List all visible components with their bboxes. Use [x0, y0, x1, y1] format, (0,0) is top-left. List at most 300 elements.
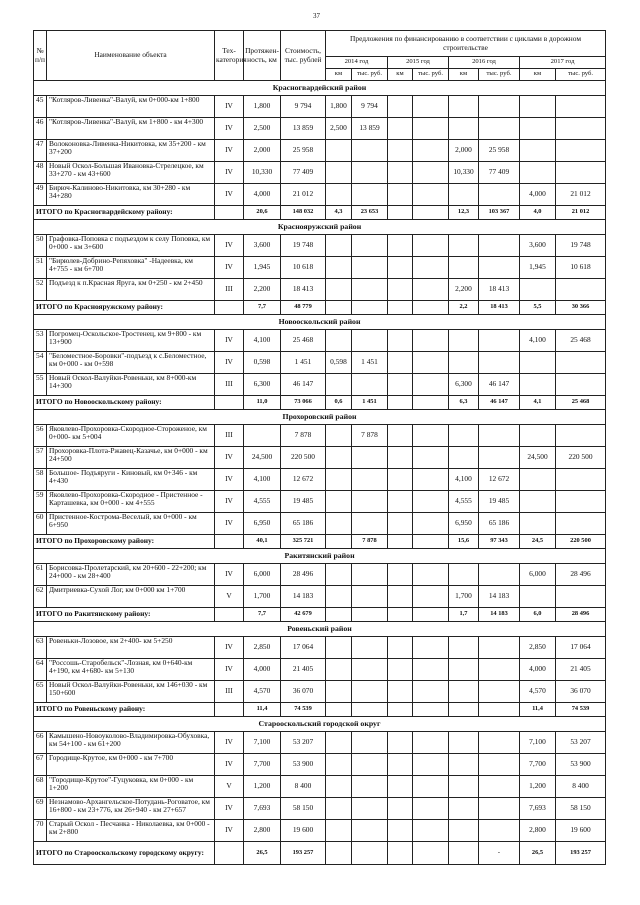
km-2017-cell	[520, 352, 556, 374]
table-row	[34, 681, 606, 703]
table-row	[34, 564, 606, 586]
cost-cell: 18 413	[281, 279, 326, 301]
unit-km-2015: км	[388, 69, 413, 81]
row-number-cell: 58	[34, 469, 47, 491]
section-title: Старооскольский городской округ	[34, 717, 606, 732]
rub-2017-cell	[556, 279, 606, 301]
rub-2016-cell	[479, 776, 520, 798]
rub-2016-cell	[479, 118, 520, 140]
total-rub-2015-cell	[413, 608, 449, 622]
total-length-cell: 7,7	[244, 608, 281, 622]
km-2016-cell	[449, 425, 479, 447]
length-cell: 1,945	[244, 257, 281, 279]
table-row	[34, 513, 606, 535]
cost-cell: 7 878	[281, 425, 326, 447]
total-category-cell	[215, 301, 244, 315]
total-km-2014-cell	[326, 301, 352, 315]
rub-2015-cell	[413, 564, 449, 586]
col-header-cost: Стоимость, тыс. рублей	[281, 31, 326, 81]
table-row	[34, 586, 606, 608]
total-length-cell: 20,6	[244, 206, 281, 220]
km-2015-cell	[388, 798, 413, 820]
unit-km-2017: км	[520, 69, 556, 81]
object-name-cell: Яковлево-Прохоровка-Скородное-Стороженое, км 0+000- км 5+004	[47, 425, 215, 447]
rub-2014-cell	[352, 776, 388, 798]
cost-cell: 65 186	[281, 513, 326, 535]
total-cost-cell: 148 032	[281, 206, 326, 220]
length-cell: 7,700	[244, 754, 281, 776]
km-2015-cell	[388, 732, 413, 754]
rub-2015-cell	[413, 118, 449, 140]
km-2014-cell	[326, 637, 352, 659]
rub-2015-cell	[413, 491, 449, 513]
rub-2015-cell	[413, 184, 449, 206]
category-cell: IV	[215, 820, 244, 842]
rub-2016-cell: 18 413	[479, 279, 520, 301]
total-row	[34, 842, 606, 865]
total-rub-2017-cell: 21 012	[556, 206, 606, 220]
total-label: ИТОГО по Красногвардейскому району:	[34, 206, 215, 220]
row-number-cell: 47	[34, 140, 47, 162]
km-2014-cell	[326, 447, 352, 469]
km-2016-cell: 1,700	[449, 586, 479, 608]
km-2016-cell	[449, 659, 479, 681]
km-2014-cell	[326, 820, 352, 842]
object-name-cell: Большое- Подъяруги - Киновый, км 0+346 - км 4+430	[47, 469, 215, 491]
row-number-cell: 63	[34, 637, 47, 659]
rub-2017-cell: 220 500	[556, 447, 606, 469]
category-cell: V	[215, 586, 244, 608]
row-number-cell: 53	[34, 330, 47, 352]
rub-2017-cell: 53 207	[556, 732, 606, 754]
object-name-cell: Прохоровка-Плота-Ржавец-Казачье, км 0+000 - км 24+500	[47, 447, 215, 469]
km-2016-cell	[449, 798, 479, 820]
total-row	[34, 703, 606, 717]
rub-2016-cell	[479, 754, 520, 776]
row-number-cell: 56	[34, 425, 47, 447]
category-cell: III	[215, 279, 244, 301]
rub-2015-cell	[413, 96, 449, 118]
km-2014-cell	[326, 681, 352, 703]
km-2015-cell	[388, 447, 413, 469]
km-2015-cell	[388, 257, 413, 279]
table-row	[34, 118, 606, 140]
rub-2015-cell	[413, 754, 449, 776]
total-rub-2017-cell: 25 468	[556, 396, 606, 410]
rub-2015-cell	[413, 447, 449, 469]
rub-2017-cell: 36 070	[556, 681, 606, 703]
total-rub-2016-cell: 14 183	[479, 608, 520, 622]
total-rub-2017-cell: 28 496	[556, 608, 606, 622]
total-km-2016-cell: 1,7	[449, 608, 479, 622]
rub-2017-cell: 19 600	[556, 820, 606, 842]
total-km-2015-cell	[388, 206, 413, 220]
rub-2016-cell	[479, 425, 520, 447]
total-km-2014-cell: 4,3	[326, 206, 352, 220]
length-cell: 7,100	[244, 732, 281, 754]
km-2015-cell	[388, 279, 413, 301]
rub-2015-cell	[413, 798, 449, 820]
cost-cell: 58 150	[281, 798, 326, 820]
rub-2017-cell: 53 900	[556, 754, 606, 776]
category-cell: III	[215, 425, 244, 447]
km-2015-cell	[388, 513, 413, 535]
rub-2014-cell	[352, 162, 388, 184]
cost-cell: 9 794	[281, 96, 326, 118]
km-2014-cell	[326, 469, 352, 491]
rub-2017-cell: 21 012	[556, 184, 606, 206]
km-2016-cell	[449, 564, 479, 586]
table-row	[34, 469, 606, 491]
year-header-2017: 2017 год	[520, 57, 606, 69]
category-cell: IV	[215, 513, 244, 535]
km-2014-cell	[326, 513, 352, 535]
rub-2015-cell	[413, 776, 449, 798]
rub-2017-cell	[556, 513, 606, 535]
total-cost-cell: 73 066	[281, 396, 326, 410]
unit-rub-2015: тыс. руб.	[413, 69, 449, 81]
total-km-2014-cell	[326, 535, 352, 549]
rub-2014-cell: 1 451	[352, 352, 388, 374]
total-km-2016-cell	[449, 842, 479, 865]
object-name-cell: Бирюч-Калиново-Никитовка, км 30+280 - км 34+280	[47, 184, 215, 206]
cost-cell: 10 618	[281, 257, 326, 279]
category-cell: IV	[215, 257, 244, 279]
km-2017-cell	[520, 96, 556, 118]
km-2014-cell: 0,598	[326, 352, 352, 374]
km-2014-cell	[326, 184, 352, 206]
rub-2015-cell	[413, 235, 449, 257]
rub-2016-cell	[479, 352, 520, 374]
km-2016-cell	[449, 184, 479, 206]
rub-2017-cell	[556, 118, 606, 140]
cost-cell: 14 183	[281, 586, 326, 608]
length-cell: 6,000	[244, 564, 281, 586]
total-length-cell: 40,1	[244, 535, 281, 549]
length-cell: 4,000	[244, 184, 281, 206]
rub-2015-cell	[413, 469, 449, 491]
length-cell: 4,100	[244, 330, 281, 352]
rub-2015-cell	[413, 659, 449, 681]
rub-2017-cell: 58 150	[556, 798, 606, 820]
table-row	[34, 279, 606, 301]
category-cell: IV	[215, 469, 244, 491]
year-header-2016: 2016 год	[449, 57, 520, 69]
section-header-row	[34, 717, 606, 732]
km-2014-cell: 2,500	[326, 118, 352, 140]
table-row	[34, 257, 606, 279]
length-cell: 1,200	[244, 776, 281, 798]
km-2017-cell	[520, 140, 556, 162]
km-2017-cell: 7,700	[520, 754, 556, 776]
length-cell: 1,800	[244, 96, 281, 118]
rub-2017-cell: 19 748	[556, 235, 606, 257]
cost-cell: 46 147	[281, 374, 326, 396]
rub-2014-cell	[352, 447, 388, 469]
km-2017-cell	[520, 491, 556, 513]
km-2017-cell	[520, 425, 556, 447]
km-2014-cell	[326, 330, 352, 352]
km-2015-cell	[388, 681, 413, 703]
km-2017-cell: 6,000	[520, 564, 556, 586]
total-category-cell	[215, 535, 244, 549]
category-cell: IV	[215, 118, 244, 140]
total-rub-2015-cell	[413, 703, 449, 717]
rub-2017-cell: 10 618	[556, 257, 606, 279]
cost-cell: 8 400	[281, 776, 326, 798]
col-header-name: Наименование объекта	[47, 31, 215, 81]
km-2015-cell	[388, 586, 413, 608]
km-2014-cell	[326, 162, 352, 184]
length-cell: 6,950	[244, 513, 281, 535]
rub-2017-cell	[556, 96, 606, 118]
total-km-2017-cell: 24,5	[520, 535, 556, 549]
length-cell: 2,500	[244, 118, 281, 140]
row-number-cell: 69	[34, 798, 47, 820]
total-label: ИТОГО по Ровеньскому району:	[34, 703, 215, 717]
cost-cell: 36 070	[281, 681, 326, 703]
km-2017-cell	[520, 469, 556, 491]
section-header-row	[34, 622, 606, 637]
km-2016-cell	[449, 754, 479, 776]
total-rub-2014-cell	[352, 703, 388, 717]
total-rub-2016-cell	[479, 703, 520, 717]
km-2015-cell	[388, 637, 413, 659]
total-km-2017-cell: 4,1	[520, 396, 556, 410]
rub-2017-cell: 21 405	[556, 659, 606, 681]
category-cell: III	[215, 681, 244, 703]
total-category-cell	[215, 206, 244, 220]
rub-2014-cell	[352, 586, 388, 608]
total-km-2017-cell: 6,0	[520, 608, 556, 622]
section-title: Ровеньский район	[34, 622, 606, 637]
km-2017-cell: 1,200	[520, 776, 556, 798]
total-km-2014-cell	[326, 842, 352, 865]
km-2016-cell: 4,100	[449, 469, 479, 491]
table-row	[34, 820, 606, 842]
rub-2016-cell	[479, 798, 520, 820]
rub-2014-cell	[352, 732, 388, 754]
rub-2014-cell	[352, 374, 388, 396]
total-km-2015-cell	[388, 608, 413, 622]
km-2017-cell: 7,100	[520, 732, 556, 754]
total-cost-cell: 42 679	[281, 608, 326, 622]
rub-2017-cell	[556, 425, 606, 447]
table-row	[34, 184, 606, 206]
length-cell: 4,000	[244, 659, 281, 681]
rub-2014-cell	[352, 681, 388, 703]
object-name-cell: "Котляров-Ливенка"-Валуй, км 1+800 - км 4+300	[47, 118, 215, 140]
row-number-cell: 62	[34, 586, 47, 608]
section-title: Прохоровский район	[34, 410, 606, 425]
total-row	[34, 301, 606, 315]
total-row	[34, 206, 606, 220]
km-2017-cell: 24,500	[520, 447, 556, 469]
category-cell: IV	[215, 162, 244, 184]
km-2017-cell: 4,000	[520, 184, 556, 206]
km-2017-cell: 7,693	[520, 798, 556, 820]
unit-rub-2016: тыс. руб.	[479, 69, 520, 81]
table-row	[34, 491, 606, 513]
total-length-cell: 11,0	[244, 396, 281, 410]
table-row	[34, 798, 606, 820]
row-number-cell: 48	[34, 162, 47, 184]
table-row	[34, 374, 606, 396]
rub-2017-cell	[556, 491, 606, 513]
rub-2016-cell: 14 183	[479, 586, 520, 608]
col-header-length: Протяжен-ность, км	[244, 31, 281, 81]
row-number-cell: 65	[34, 681, 47, 703]
rub-2015-cell	[413, 513, 449, 535]
table-row	[34, 96, 606, 118]
km-2015-cell	[388, 140, 413, 162]
km-2017-cell: 1,945	[520, 257, 556, 279]
section-header-row	[34, 410, 606, 425]
total-rub-2017-cell: 193 257	[556, 842, 606, 865]
km-2017-cell	[520, 279, 556, 301]
km-2017-cell: 2,850	[520, 637, 556, 659]
total-row	[34, 396, 606, 410]
table-row	[34, 352, 606, 374]
table-row	[34, 447, 606, 469]
km-2016-cell: 2,200	[449, 279, 479, 301]
km-2016-cell: 4,555	[449, 491, 479, 513]
object-name-cell: "Беломестное-Боровки"-подъезд к с.Беломестное, км 0+000 - км 0+598	[47, 352, 215, 374]
rub-2014-cell	[352, 469, 388, 491]
length-cell: 4,555	[244, 491, 281, 513]
km-2015-cell	[388, 235, 413, 257]
length-cell: 2,200	[244, 279, 281, 301]
object-name-cell: Старый Оскол - Песчанка - Николаевка, км 0+000 - км 2+800	[47, 820, 215, 842]
row-number-cell: 45	[34, 96, 47, 118]
total-label: ИТОГО по Новооскольскому району:	[34, 396, 215, 410]
row-number-cell: 68	[34, 776, 47, 798]
total-rub-2015-cell	[413, 396, 449, 410]
cost-cell: 77 409	[281, 162, 326, 184]
category-cell: IV	[215, 798, 244, 820]
col-header-plan: Предложения по финансированию в соответствии с циклами в дорожном строительстве	[326, 31, 606, 57]
rub-2014-cell: 9 794	[352, 96, 388, 118]
rub-2017-cell	[556, 469, 606, 491]
rub-2015-cell	[413, 425, 449, 447]
total-km-2016-cell: 2,2	[449, 301, 479, 315]
total-km-2016-cell: 12,3	[449, 206, 479, 220]
total-rub-2015-cell	[413, 535, 449, 549]
km-2014-cell	[326, 754, 352, 776]
total-km-2015-cell	[388, 301, 413, 315]
unit-rub-2017: тыс. руб.	[556, 69, 606, 81]
km-2016-cell: 2,000	[449, 140, 479, 162]
rub-2014-cell: 7 878	[352, 425, 388, 447]
rub-2014-cell	[352, 754, 388, 776]
funding-table	[33, 30, 606, 865]
km-2014-cell	[326, 798, 352, 820]
km-2016-cell	[449, 637, 479, 659]
category-cell: IV	[215, 96, 244, 118]
rub-2015-cell	[413, 637, 449, 659]
rub-2015-cell	[413, 586, 449, 608]
total-km-2014-cell: 0,6	[326, 396, 352, 410]
total-row	[34, 608, 606, 622]
total-cost-cell: 74 539	[281, 703, 326, 717]
object-name-cell: "Россошь-Старобельск"-Лозная, км 0+640-км 4+190, км 4+680- км 5+130	[47, 659, 215, 681]
km-2017-cell	[520, 162, 556, 184]
rub-2014-cell	[352, 637, 388, 659]
length-cell: 1,700	[244, 586, 281, 608]
rub-2015-cell	[413, 162, 449, 184]
rub-2014-cell	[352, 235, 388, 257]
cost-cell: 28 496	[281, 564, 326, 586]
section-header-row	[34, 549, 606, 564]
rub-2015-cell	[413, 140, 449, 162]
km-2017-cell: 4,100	[520, 330, 556, 352]
km-2014-cell	[326, 257, 352, 279]
km-2015-cell	[388, 564, 413, 586]
km-2014-cell	[326, 564, 352, 586]
length-cell: 4,570	[244, 681, 281, 703]
km-2017-cell	[520, 586, 556, 608]
total-km-2015-cell	[388, 535, 413, 549]
km-2015-cell	[388, 425, 413, 447]
total-rub-2015-cell	[413, 842, 449, 865]
total-km-2015-cell	[388, 703, 413, 717]
total-label: ИТОГО по Краснояружскому району:	[34, 301, 215, 315]
rub-2016-cell: 19 485	[479, 491, 520, 513]
rub-2014-cell	[352, 257, 388, 279]
rub-2015-cell	[413, 732, 449, 754]
total-category-cell	[215, 703, 244, 717]
km-2015-cell	[388, 330, 413, 352]
object-name-cell: Новый Оскол-Большая Ивановка-Стрелецкое, км 33+270 - км 43+600	[47, 162, 215, 184]
km-2015-cell	[388, 184, 413, 206]
cost-cell: 220 500	[281, 447, 326, 469]
km-2016-cell	[449, 732, 479, 754]
rub-2016-cell	[479, 235, 520, 257]
row-number-cell: 54	[34, 352, 47, 374]
total-km-2017-cell: 4,0	[520, 206, 556, 220]
km-2014-cell	[326, 235, 352, 257]
row-number-cell: 70	[34, 820, 47, 842]
object-name-cell: Волоконовка-Ливенка-Никитовка, км 35+200 - км 37+200	[47, 140, 215, 162]
rub-2016-cell: 12 672	[479, 469, 520, 491]
total-category-cell	[215, 608, 244, 622]
total-rub-2017-cell: 74 539	[556, 703, 606, 717]
year-header-2015: 2015 год	[388, 57, 449, 69]
total-label: ИТОГО по Прохоровскому району:	[34, 535, 215, 549]
table-body	[34, 81, 606, 865]
row-number-cell: 61	[34, 564, 47, 586]
category-cell: IV	[215, 659, 244, 681]
km-2014-cell	[326, 491, 352, 513]
rub-2015-cell	[413, 374, 449, 396]
total-rub-2014-cell: 23 653	[352, 206, 388, 220]
object-name-cell: Дмитриевка-Сухой Лог, км 0+000 км 1+700	[47, 586, 215, 608]
row-number-cell: 50	[34, 235, 47, 257]
rub-2014-cell	[352, 820, 388, 842]
km-2014-cell	[326, 140, 352, 162]
total-rub-2016-cell: 97 343	[479, 535, 520, 549]
rub-2016-cell: 25 958	[479, 140, 520, 162]
col-header-no: № п/п	[34, 31, 47, 81]
row-number-cell: 59	[34, 491, 47, 513]
total-rub-2016-cell: 46 147	[479, 396, 520, 410]
cost-cell: 19 600	[281, 820, 326, 842]
rub-2016-cell	[479, 659, 520, 681]
km-2015-cell	[388, 491, 413, 513]
unit-rub-2014: тыс. руб.	[352, 69, 388, 81]
category-cell: IV	[215, 637, 244, 659]
cost-cell: 53 900	[281, 754, 326, 776]
